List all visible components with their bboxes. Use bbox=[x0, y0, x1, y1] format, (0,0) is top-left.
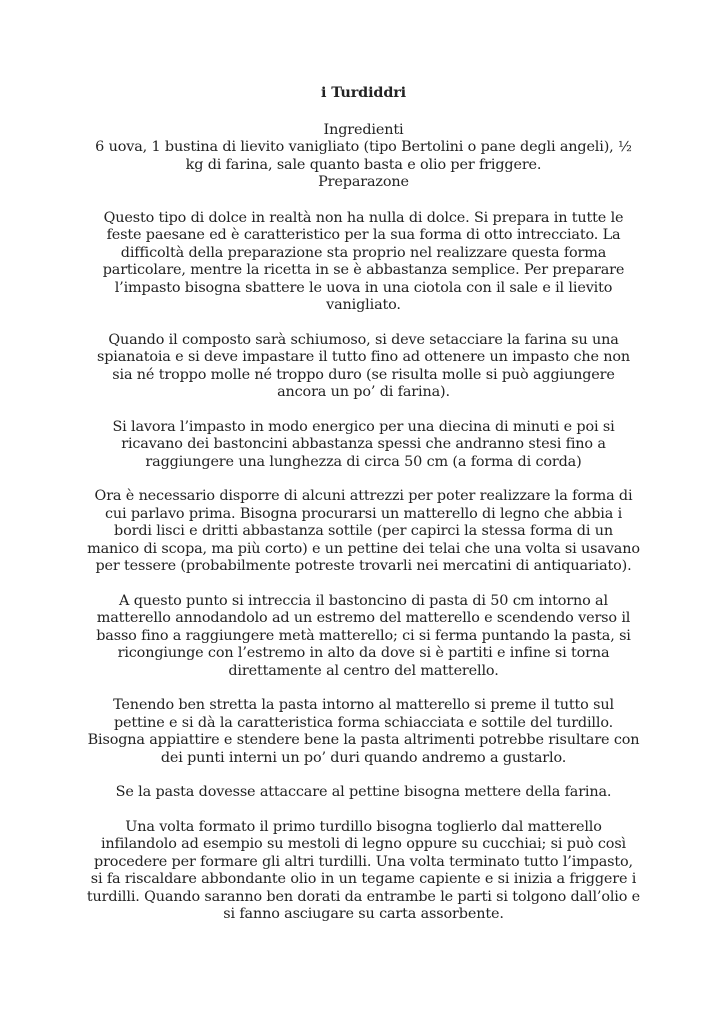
document-title: i Turdiddri bbox=[321, 84, 406, 101]
preparation-heading: Preparazone bbox=[318, 174, 409, 190]
paragraph-intro: Questo tipo di dolce in realtà non ha nulla di dolce. Si prepara in tutte le feste paesane ed è caratteristico per la sua forma di otto intrecciato. La difficoltà della preparazione sta proprio nel realizzare questa forma particolare, mentre la ricetta in se è abbastanza semplice. Per preparare l’impasto bisogna sbattere le uova in una ciotola con il sale e il lievito vanigliato. bbox=[102, 209, 625, 313]
paragraph-braiding: A questo punto si intreccia il bastoncino di pasta di 50 cm intorno al matterello annodandolo ad un estremo del matterello e scendendo verso il basso fino a raggiungere metà matterello; ci si ferma puntando la pasta, si ricongiunge con l’estremo in alto da dove si è partiti e infine si torna direttamente al centro del matterello. bbox=[96, 592, 631, 679]
document-page bbox=[86, 84, 641, 941]
paragraph-pressing: Tenendo ben stretta la pasta intorno al matterello si preme il tutto sul pettine e si dà la caratteristica forma schiacciata e sottile del turdillo. Bisogna appiattire e stendere bene la pasta altrimenti potrebbe risultare con dei punti interni un po’ duri quando andremo a gustarlo. bbox=[87, 697, 640, 766]
paragraph-flour-tip: Se la pasta dovesse attaccare al pettine bisogna mettere della farina. bbox=[115, 784, 612, 800]
paragraph-tools: Ora è necessario disporre di alcuni attrezzi per poter realizzare la forma di cui parlavo prima. Bisogna procurarsi un matterello di legno che abbia i bordi lisci e dritti abbastanza sottile (per capirci la stessa forma di un manico di scopa, ma più corto) e un pettine dei telai che una volta si usavano per tessere (probabilmente potreste trovarli nei mercatini di antiquariato). bbox=[87, 488, 640, 574]
ingredients-list: 6 uova, 1 bustina di lievito vanigliato (tipo Bertolini o pane degli angeli), ½ kg di farina, sale quanto basta e olio per friggere. bbox=[95, 139, 632, 173]
ingredients-heading: Ingredienti bbox=[323, 121, 404, 138]
paragraph-sticks: Si lavora l’impasto in modo energico per una diecina di minuti e poi si ricavano dei bastoncini abbastanza spessi che andranno stesi fino a raggiungere una lunghezza di circa 50 cm (a forma di corda) bbox=[112, 418, 615, 470]
ingredients-section bbox=[86, 122, 641, 192]
paragraph-frying: Una volta formato il primo turdillo bisogna toglierlo dal matterello infilandolo ad esempio su mestoli di legno oppure su cucchiai; si può così procedere per formare gli altri turdilli. Una volta terminato tutto l’impasto, si fa riscaldare abbondante olio in un tegame capiente e si inizia a friggere i turdilli. Quando saranno ben dorati da entrambe le parti si tolgono dall’olio e si fanno asciugare su carta assorbente. bbox=[86, 818, 641, 922]
paragraph-dough: Quando il composto sarà schiumoso, si deve setacciare la farina su una spianatoia e si deve impastare il tutto fino ad ottenere un impasto che non sia né troppo molle né troppo duro (se risulta molle si può aggiungere ancora un po’ di farina). bbox=[96, 331, 631, 400]
